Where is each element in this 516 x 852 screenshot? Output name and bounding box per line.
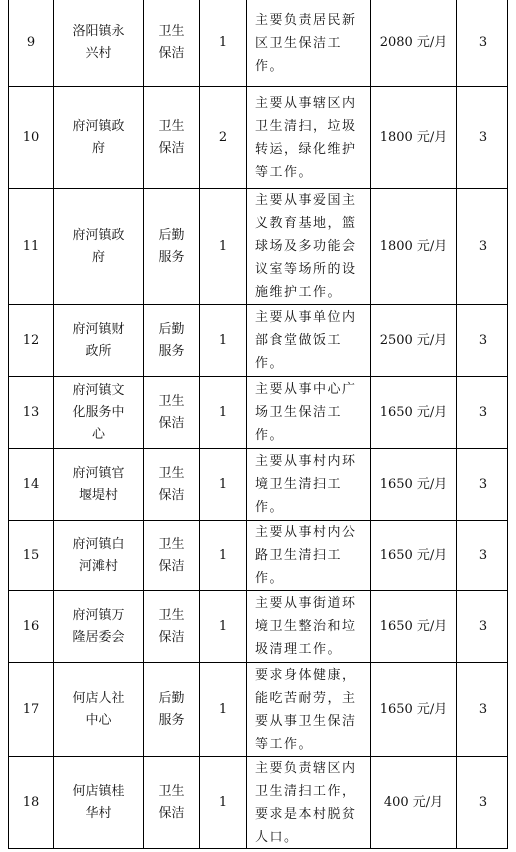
- term: 3: [456, 449, 509, 520]
- row-number: 17: [22, 701, 40, 717]
- term: 3: [456, 377, 509, 448]
- table-row: [9, 662, 507, 756]
- job-description: 主要从事爱国主义教育基地，篮球场及多功能会议室等场所的设施维护工作。: [255, 193, 357, 300]
- job-description: 主要负责辖区内卫生清扫工作，要求是本村脱贫人口。: [255, 761, 357, 845]
- table-row: [9, 520, 507, 590]
- job-count: 1: [199, 757, 246, 849]
- job-count: 2: [199, 87, 246, 188]
- salary: 1650 元/月: [370, 591, 456, 662]
- term: 3: [456, 305, 509, 376]
- salary: 1650 元/月: [370, 521, 456, 590]
- job-table: [8, 0, 508, 849]
- job-type: 后勤服务: [158, 321, 185, 359]
- job-type: 卫生保洁: [158, 393, 185, 431]
- salary: 1800 元/月: [370, 87, 456, 188]
- term: 3: [456, 521, 509, 590]
- row-number: 14: [22, 476, 40, 492]
- job-count: 1: [199, 305, 246, 376]
- job-count: 1: [199, 0, 246, 86]
- row-number: 10: [22, 129, 40, 145]
- job-type: 卫生保洁: [158, 536, 185, 574]
- job-count: 1: [199, 591, 246, 662]
- table-row: [9, 0, 507, 86]
- table-row: [9, 590, 507, 662]
- unit-name: 何店人社中心: [72, 690, 125, 728]
- job-description: 要求身体健康，能吃苦耐劳，主要从事卫生保洁等工作。: [255, 667, 357, 752]
- salary: 1650 元/月: [370, 663, 456, 756]
- job-type: 后勤服务: [158, 227, 185, 265]
- job-count: 1: [199, 449, 246, 520]
- salary: 1800 元/月: [370, 189, 456, 304]
- job-description: 主要从事街道环境卫生整治和垃圾清理工作。: [255, 596, 357, 657]
- table-row: [9, 756, 507, 849]
- row-number: 13: [22, 404, 40, 420]
- row-number: 9: [26, 35, 36, 50]
- salary: 400 元/月: [370, 757, 456, 849]
- job-count: 1: [199, 521, 246, 590]
- job-description: 主要从事辖区内卫生清扫，垃圾转运，绿化维护等工作。: [255, 95, 357, 180]
- salary: 2500 元/月: [370, 305, 456, 376]
- row-number: 12: [22, 332, 40, 348]
- term: 3: [456, 663, 509, 756]
- salary: 1650 元/月: [370, 377, 456, 448]
- job-count: 1: [199, 189, 246, 304]
- table-row: [9, 304, 507, 376]
- job-description: 主要从事村内公路卫生清扫工作。: [255, 525, 357, 586]
- unit-name: 洛阳镇永兴村: [72, 24, 125, 61]
- job-count: 1: [199, 377, 246, 448]
- job-count: 1: [199, 663, 246, 756]
- unit-name: 府河镇财政所: [72, 321, 125, 359]
- job-type: 卫生保洁: [158, 607, 185, 645]
- row-number: 18: [22, 795, 40, 810]
- job-type: 卫生保洁: [158, 784, 185, 821]
- table-row: [9, 376, 507, 448]
- unit-name: 何店镇桂华村: [72, 784, 125, 821]
- salary: 1650 元/月: [370, 449, 456, 520]
- term: 3: [456, 757, 509, 849]
- salary: 2080 元/月: [370, 0, 456, 86]
- job-type: 卫生保洁: [158, 465, 185, 503]
- job-description: 主要负责居民新区卫生保洁工作。: [255, 12, 357, 74]
- term: 3: [456, 189, 509, 304]
- unit-name: 府河镇万隆居委会: [72, 607, 125, 645]
- table-row: [9, 188, 507, 304]
- term: 3: [456, 591, 509, 662]
- unit-name: 府河镇政府: [72, 118, 125, 156]
- job-type: 卫生保洁: [158, 118, 185, 156]
- unit-name: 府河镇官堰堤村: [72, 465, 125, 503]
- row-number: 16: [22, 618, 40, 634]
- row-number: 11: [22, 238, 40, 254]
- job-description: 主要从事中心广场卫生保洁工作。: [255, 382, 357, 443]
- unit-name: 府河镇白河滩村: [72, 536, 125, 574]
- job-type: 卫生保洁: [158, 24, 185, 61]
- unit-name: 府河镇文化服务中心: [72, 382, 125, 442]
- table-row: [9, 86, 507, 188]
- term: 3: [456, 0, 509, 86]
- job-description: 主要从事单位内部食堂做饭工作。: [255, 310, 357, 371]
- unit-name: 府河镇政府: [72, 227, 125, 265]
- row-number: 15: [22, 547, 40, 563]
- table-row: [9, 448, 507, 520]
- job-description: 主要从事村内环境卫生清扫工作。: [255, 454, 357, 515]
- term: 3: [456, 87, 509, 188]
- job-type: 后勤服务: [158, 690, 185, 728]
